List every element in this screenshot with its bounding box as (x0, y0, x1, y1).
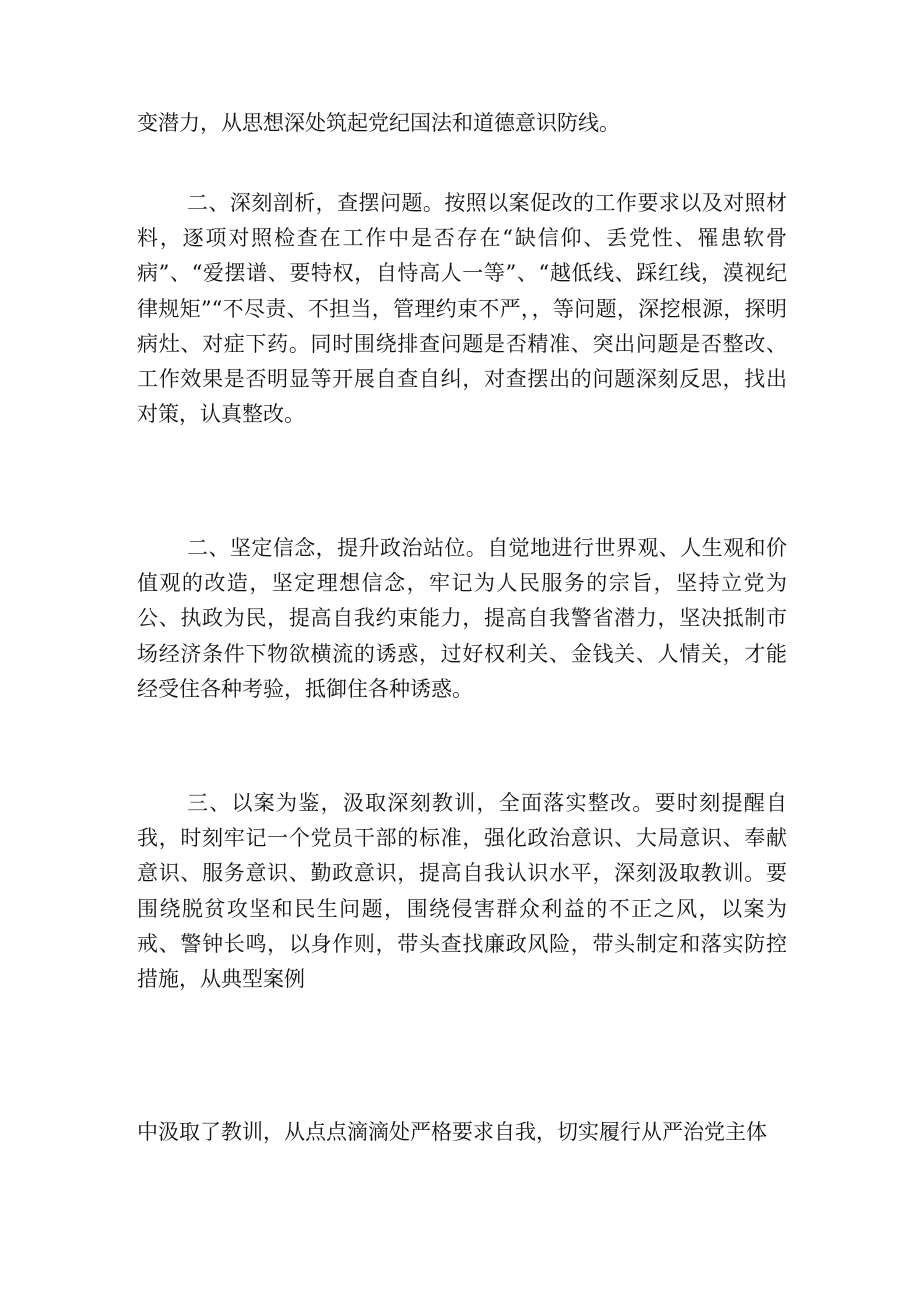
paragraph-continuation: 变潜力，从思想深处筑起党纪国法和道德意识防线。 (137, 111, 620, 135)
paragraph-section-analysis: 二、深刻剖析，查摆问题。按照以案促改的工作要求以及对照材料，逐项对照检查在工作中是否存在“缺信仰、丢党性、罹患软骨病”、“爱摆谱、要特权，自恃高人一等”、“越低线、踩红线，漠视纪律规矩”“不尽责、不担当，管理约束不严，，等问题，深挖根源，探明病灶、对症下药。同时围绕排查问题是否精准、突出问题是否整改、工作效果是否明显等开展自查自纠，对查摆出的问题深刻反思，找出对策，认真整改。 (137, 191, 787, 427)
paragraph-continuation-end: 中汲取了教训，从点点滴滴处严格要求自我，切实履行从严治党主体 (137, 1120, 767, 1144)
paragraph-section-lessons: 三、以案为鉴，汲取深刻教训，全面落实整改。要时刻提醒自我，时刻牢记一个党员干部的标准，强化政治意识、大局意识、奉献意识、服务意识、勤政意识，提高自我认识水平，深刻汲取教训。要围绕脱贫攻坚和民生问题，围绕侵害群众利益的不正之风，以案为戒、警钟长鸣，以身作则，带头查找廉政风险，带头制定和落实防控措施，从典型案例 (137, 791, 787, 992)
paragraph-section-belief: 二、坚定信念，提升政治站位。自觉地进行世界观、人生观和价值观的改造，坚定理想信念，牢记为人民服务的宗旨，坚持立党为公、执政为民，提高自我约束能力，提高自我警省潜力，坚决抵制市场经济条件下物欲横流的诱惑，过好权利关、金钱关、人情关，才能经受住各种考验，抵御住各种诱惑。 (137, 536, 787, 701)
